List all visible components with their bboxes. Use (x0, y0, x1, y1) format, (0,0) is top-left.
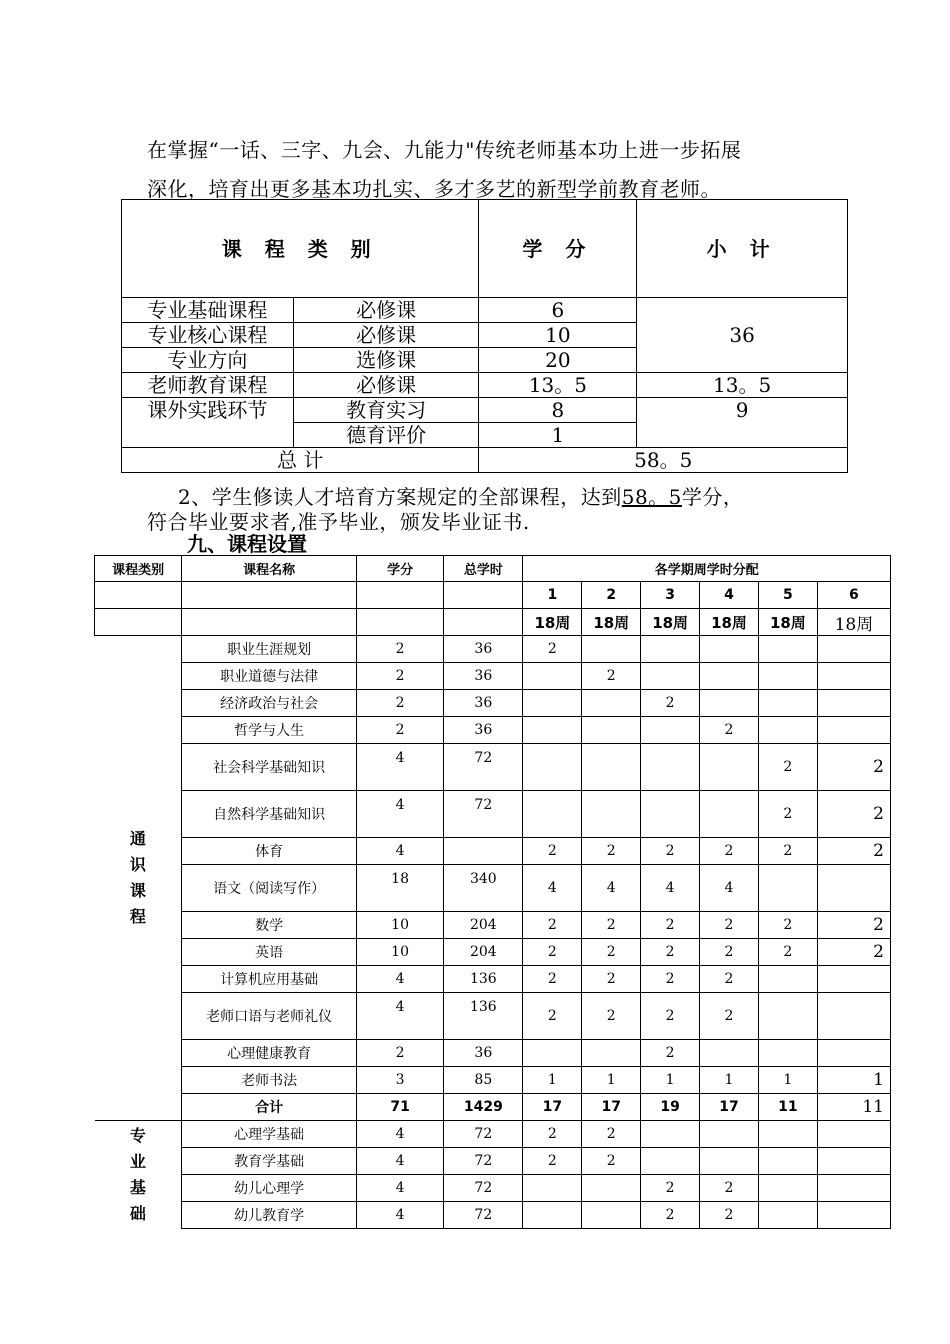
course-hours: 36 (444, 1040, 523, 1067)
table-row (95, 1175, 891, 1202)
term-hours (817, 690, 890, 717)
term-hours: 2 (641, 1175, 700, 1202)
term-hours: 2 (582, 1121, 641, 1148)
term-hours: 2 (523, 1121, 582, 1148)
course-credit: 10 (356, 912, 443, 939)
term-hours: 2 (582, 1148, 641, 1175)
term-hours (758, 717, 817, 744)
subtotal-hours: 1429 (444, 1094, 523, 1121)
course-credit: 2 (356, 1040, 443, 1067)
term-hours (700, 1040, 759, 1067)
course-name: 老师书法 (182, 1067, 357, 1094)
term-hours (758, 966, 817, 993)
table-row (95, 1121, 891, 1148)
term-hours (817, 663, 890, 690)
row-type: 必修课 (293, 298, 479, 323)
row-category: 老师教育课程 (122, 373, 294, 398)
course-credit: 4 (356, 1202, 443, 1229)
term-hours: 2 (758, 838, 817, 865)
term-number: 3 (641, 582, 700, 609)
term-hours (758, 1121, 817, 1148)
term-hours (817, 993, 890, 1040)
header-distribution: 各学期周学时分配 (523, 556, 891, 582)
subtotal-term-hours: 19 (641, 1094, 700, 1121)
course-name: 心理健康教育 (182, 1040, 357, 1067)
category-char: 程 (129, 907, 146, 926)
term-weeks: 18周 (817, 609, 890, 636)
table-row (95, 636, 891, 663)
term-hours: 2 (523, 993, 582, 1040)
term-hours (523, 744, 582, 791)
term-hours: 2 (582, 939, 641, 966)
course-name: 经济政治与社会 (182, 690, 357, 717)
term-hours: 2 (817, 912, 890, 939)
category-char: 业 (129, 1151, 146, 1171)
term-hours: 2 (700, 1175, 759, 1202)
term-hours (641, 744, 700, 791)
course-credit: 4 (356, 1148, 443, 1175)
term-hours: 2 (641, 939, 700, 966)
term-hours (817, 1040, 890, 1067)
term-hours: 2 (700, 912, 759, 939)
table-row (95, 690, 891, 717)
term-hours: 2 (700, 838, 759, 865)
course-hours: 72 (444, 744, 523, 791)
term-hours: 2 (582, 912, 641, 939)
course-hours: 136 (444, 993, 523, 1040)
term-hours (582, 1202, 641, 1229)
term-hours: 2 (758, 912, 817, 939)
term-hours: 2 (817, 791, 890, 838)
term-hours (523, 1202, 582, 1229)
term-hours (700, 744, 759, 791)
category-char: 通 (129, 829, 146, 848)
term-hours (700, 690, 759, 717)
term-hours: 2 (523, 939, 582, 966)
course-hours: 72 (444, 1121, 523, 1148)
course-name: 英语 (182, 939, 357, 966)
category-char: 基 (129, 1177, 146, 1197)
table-row (95, 1202, 891, 1229)
table-row (95, 912, 891, 939)
term-hours: 2 (700, 966, 759, 993)
term-hours (641, 1121, 700, 1148)
term-number: 4 (700, 582, 759, 609)
term-hours: 1 (758, 1067, 817, 1094)
course-hours: 36 (444, 663, 523, 690)
term-hours: 1 (523, 1067, 582, 1094)
subtotal-term-hours: 17 (700, 1094, 759, 1121)
total-label: 总 计 (122, 448, 479, 473)
term-hours: 4 (523, 865, 582, 912)
intro-line-2: 深化，培育出更多基本功扎实、多才多艺的新型学前教育老师。 (147, 177, 721, 201)
term-hours (700, 1121, 759, 1148)
course-credit: 4 (356, 966, 443, 993)
row-type: 教育实习 (293, 398, 479, 423)
header-category: 课程类别 (95, 556, 182, 582)
course-name: 幼儿教育学 (182, 1202, 357, 1229)
term-hours (758, 1040, 817, 1067)
term-hours (523, 1040, 582, 1067)
term-hours (641, 663, 700, 690)
course-hours: 340 (444, 865, 523, 912)
row-type: 选修课 (293, 348, 479, 373)
course-name: 体育 (182, 838, 357, 865)
table-row (95, 663, 891, 690)
term-hours: 2 (523, 912, 582, 939)
header-name: 课程名称 (182, 556, 357, 582)
course-name: 幼儿心理学 (182, 1175, 357, 1202)
course-hours (444, 838, 523, 865)
header-credit: 学分 (356, 556, 443, 582)
term-hours (758, 690, 817, 717)
row-category: 专业核心课程 (122, 323, 294, 348)
subtotal-term-hours: 17 (582, 1094, 641, 1121)
course-hours: 36 (444, 636, 523, 663)
term-hours: 2 (700, 717, 759, 744)
header-hours: 总学时 (444, 556, 523, 582)
term-hours (817, 1202, 890, 1229)
course-credit: 3 (356, 1067, 443, 1094)
term-hours (582, 1175, 641, 1202)
course-name: 教育学基础 (182, 1148, 357, 1175)
term-hours: 2 (758, 939, 817, 966)
course-name: 语文（阅读写作） (182, 865, 357, 912)
row-type: 德育评价 (293, 423, 479, 448)
course-credit: 4 (356, 791, 443, 838)
term-hours: 1 (641, 1067, 700, 1094)
term-hours: 2 (700, 1202, 759, 1229)
term-hours: 2 (758, 744, 817, 791)
term-hours: 2 (817, 838, 890, 865)
row-category: 专业方向 (122, 348, 294, 373)
course-name: 自然科学基础知识 (182, 791, 357, 838)
term-hours: 2 (523, 1148, 582, 1175)
term-hours: 2 (641, 1202, 700, 1229)
row-subtotal: 9 (637, 398, 848, 448)
term-hours (758, 865, 817, 912)
intro-line-1: 在掌握“一话、三字、九会、九能力"传统老师基本功上进一步拓展 (147, 138, 742, 162)
term-hours: 2 (582, 966, 641, 993)
term-number: 1 (523, 582, 582, 609)
table-row (95, 744, 891, 791)
course-name: 心理学基础 (182, 1121, 357, 1148)
term-hours (758, 993, 817, 1040)
term-hours (582, 717, 641, 744)
row-category: 课外实践环节 (122, 398, 294, 448)
category-char: 课 (129, 881, 146, 900)
course-hours: 85 (444, 1067, 523, 1094)
table-row (95, 939, 891, 966)
table-row (95, 966, 891, 993)
term-hours (641, 791, 700, 838)
course-name: 计算机应用基础 (182, 966, 357, 993)
course-credit: 2 (356, 717, 443, 744)
course-hours: 204 (444, 939, 523, 966)
term-weeks: 18周 (641, 609, 700, 636)
term-hours: 1 (582, 1067, 641, 1094)
course-credit: 2 (356, 636, 443, 663)
header-subtotal: 小 计 (637, 200, 848, 298)
term-hours (817, 1121, 890, 1148)
term-hours (700, 663, 759, 690)
course-hours: 36 (444, 690, 523, 717)
total-value: 58。5 (479, 448, 848, 473)
course-credit: 10 (356, 939, 443, 966)
course-credit: 4 (356, 838, 443, 865)
course-credit: 4 (356, 1121, 443, 1148)
credit-summary-table (121, 199, 848, 473)
graduation-line-2: 符合毕业要求者,准予毕业，颁发毕业证书. (147, 510, 530, 534)
term-hours (641, 717, 700, 744)
term-hours (758, 663, 817, 690)
course-hours: 204 (444, 912, 523, 939)
term-hours: 4 (700, 865, 759, 912)
row-credit: 20 (479, 348, 637, 373)
course-credit: 4 (356, 744, 443, 791)
term-hours (758, 1175, 817, 1202)
category-char: 础 (129, 1203, 146, 1223)
term-hours: 2 (523, 636, 582, 663)
row-credit: 10 (479, 323, 637, 348)
term-hours: 1 (700, 1067, 759, 1094)
subtotal-label: 合计 (182, 1094, 357, 1121)
table-row (95, 1040, 891, 1067)
term-weeks: 18周 (582, 609, 641, 636)
course-credit: 2 (356, 663, 443, 690)
course-credit: 18 (356, 865, 443, 912)
table-row (95, 993, 891, 1040)
term-hours: 4 (641, 865, 700, 912)
term-hours (582, 636, 641, 663)
term-hours: 2 (817, 939, 890, 966)
course-name: 职业生涯规划 (182, 636, 357, 663)
term-hours (758, 636, 817, 663)
term-hours (523, 717, 582, 744)
course-name: 职业道德与法律 (182, 663, 357, 690)
term-weeks: 18周 (700, 609, 759, 636)
term-hours: 2 (523, 966, 582, 993)
table-row (95, 1067, 891, 1094)
professional-courses (95, 1121, 891, 1229)
subtotal-row (95, 1094, 891, 1121)
term-hours: 2 (641, 993, 700, 1040)
term-weeks: 18周 (758, 609, 817, 636)
term-hours (817, 1175, 890, 1202)
term-hours: 4 (582, 865, 641, 912)
term-hours (700, 1148, 759, 1175)
table-row (95, 791, 891, 838)
term-hours (817, 717, 890, 744)
term-hours: 2 (582, 663, 641, 690)
course-hours: 72 (444, 791, 523, 838)
group-subtotal: 36 (637, 298, 848, 373)
term-number: 6 (817, 582, 890, 609)
table-row (95, 717, 891, 744)
row-credit: 6 (479, 298, 637, 323)
term-hours (758, 1148, 817, 1175)
category-char: 专 (129, 1125, 146, 1145)
row-type: 必修课 (293, 373, 479, 398)
row-subtotal: 13。5 (637, 373, 848, 398)
term-hours (582, 690, 641, 717)
course-schedule-table (94, 555, 891, 1229)
term-number: 2 (582, 582, 641, 609)
term-hours (641, 1148, 700, 1175)
course-hours: 72 (444, 1148, 523, 1175)
category-cell (95, 636, 182, 1121)
term-hours (817, 1148, 890, 1175)
term-hours: 2 (582, 838, 641, 865)
term-hours: 2 (582, 993, 641, 1040)
term-hours (641, 636, 700, 663)
term-hours (582, 744, 641, 791)
term-hours: 2 (641, 838, 700, 865)
term-hours: 2 (700, 993, 759, 1040)
course-credit: 2 (356, 690, 443, 717)
subtotal-term-hours: 17 (523, 1094, 582, 1121)
term-hours (523, 690, 582, 717)
term-hours: 2 (758, 791, 817, 838)
term-hours (700, 791, 759, 838)
course-hours: 136 (444, 966, 523, 993)
row-credit: 13。5 (479, 373, 637, 398)
table-row (95, 1148, 891, 1175)
table-row (95, 865, 891, 912)
term-hours (817, 966, 890, 993)
term-weeks: 18周 (523, 609, 582, 636)
subtotal-term-hours: 11 (817, 1094, 890, 1121)
term-hours (523, 791, 582, 838)
term-hours (817, 865, 890, 912)
row-credit: 8 (479, 398, 637, 423)
header-category: 课 程 类 别 (122, 200, 479, 298)
header-credit: 学 分 (479, 200, 637, 298)
course-credit: 4 (356, 993, 443, 1040)
section-title: 九、课程设置 (187, 532, 307, 556)
term-hours: 2 (641, 966, 700, 993)
category-char: 识 (129, 855, 146, 874)
term-hours: 2 (523, 838, 582, 865)
row-credit: 1 (479, 423, 637, 448)
term-hours (758, 1202, 817, 1229)
course-name: 数学 (182, 912, 357, 939)
category-cell (95, 1121, 182, 1229)
row-category: 专业基础课程 (122, 298, 294, 323)
course-name: 老师口语与老师礼仪 (182, 993, 357, 1040)
term-hours: 2 (817, 744, 890, 791)
course-name: 哲学与人生 (182, 717, 357, 744)
course-name: 社会科学基础知识 (182, 744, 357, 791)
term-number: 5 (758, 582, 817, 609)
term-hours: 1 (817, 1067, 890, 1094)
subtotal-term-hours: 11 (758, 1094, 817, 1121)
term-hours: 2 (641, 912, 700, 939)
term-hours (582, 1040, 641, 1067)
course-hours: 72 (444, 1175, 523, 1202)
term-hours (700, 636, 759, 663)
term-hours (523, 1175, 582, 1202)
row-type: 必修课 (293, 323, 479, 348)
subtotal-credit: 71 (356, 1094, 443, 1121)
term-hours: 2 (700, 939, 759, 966)
term-hours: 2 (641, 1040, 700, 1067)
general-courses (95, 636, 891, 1121)
term-hours (582, 791, 641, 838)
term-hours (523, 663, 582, 690)
course-credit: 4 (356, 1175, 443, 1202)
term-hours: 2 (641, 690, 700, 717)
table-row (95, 838, 891, 865)
course-hours: 72 (444, 1202, 523, 1229)
course-hours: 36 (444, 717, 523, 744)
graduation-line-1: 2、学生修读人才培育方案规定的全部课程，达到58。5学分， (178, 485, 744, 509)
term-hours (817, 636, 890, 663)
